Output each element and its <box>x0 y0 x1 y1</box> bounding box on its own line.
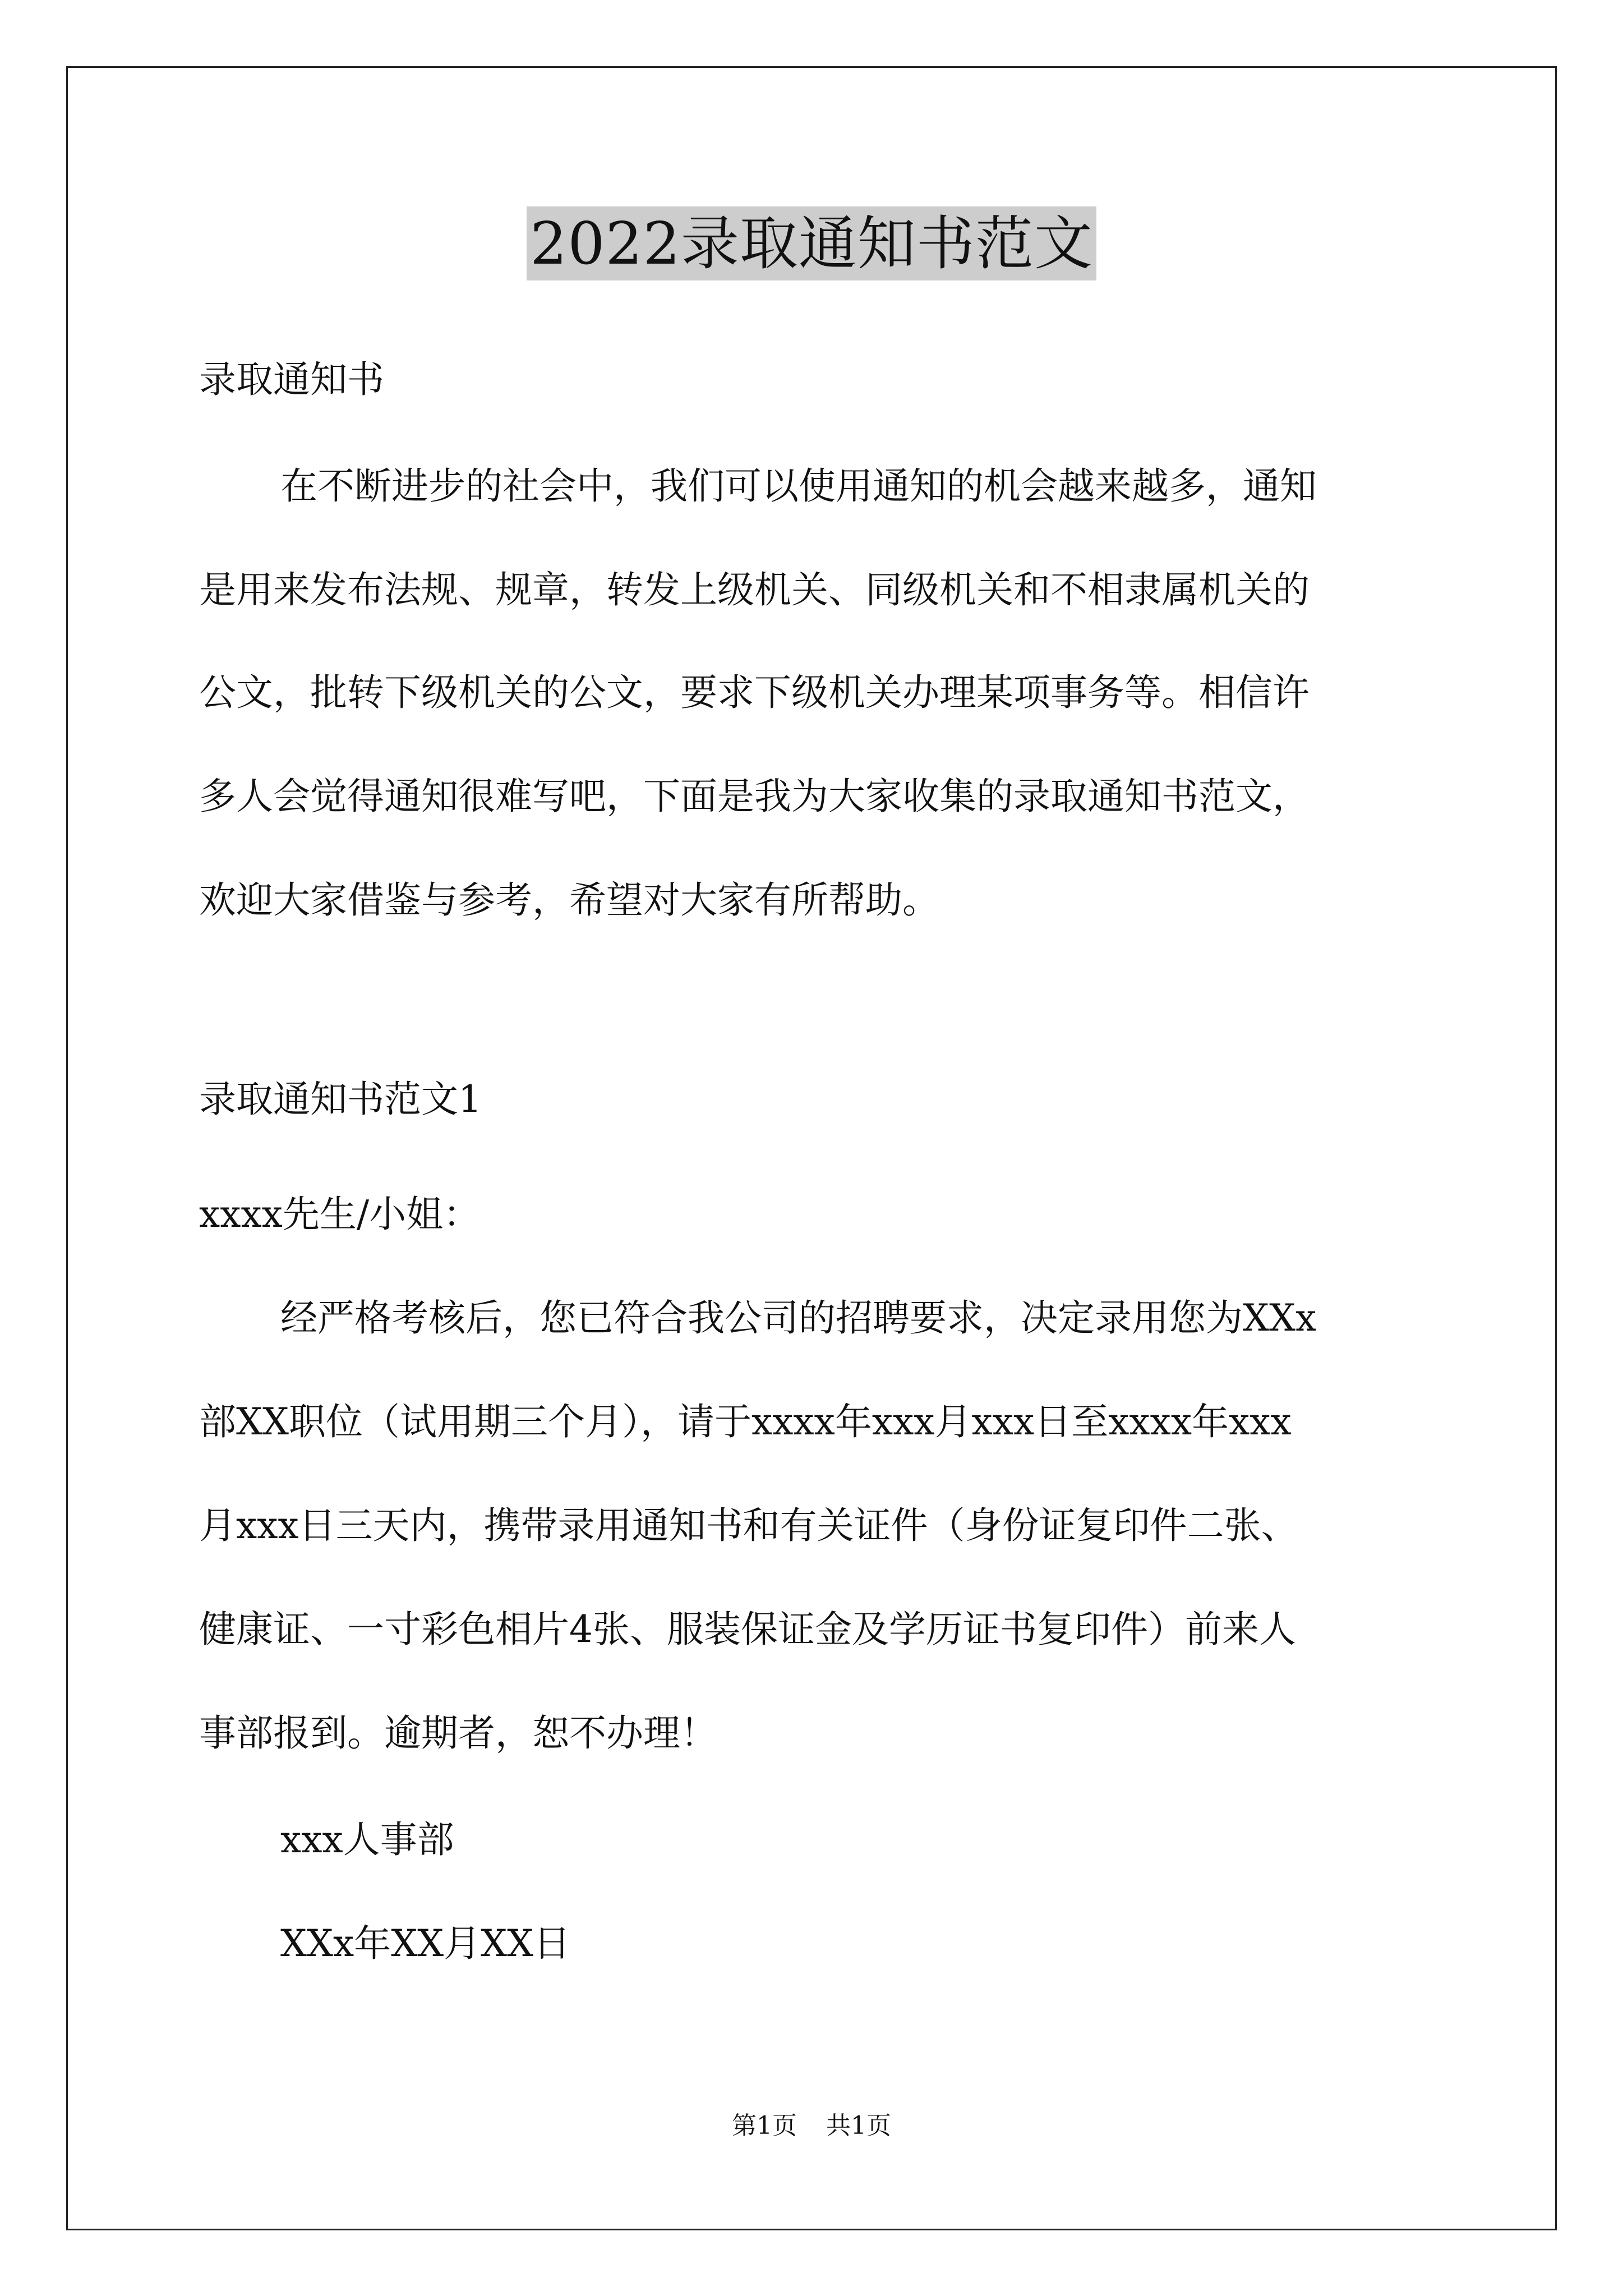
intro-line-5: 欢迎大家借鉴与参考，希望对大家有所帮助。 <box>199 878 939 922</box>
salutation: xxxx先生/小姐： <box>199 1193 481 1236</box>
section-heading: 录取通知书范文1 <box>199 1078 482 1121</box>
page-number-total: 共1页 <box>826 2111 891 2140</box>
intro-line-3: 公文，批转下级机关的公文，要求下级机关办理某项事务等。相信许 <box>199 671 1310 714</box>
intro-line-1: 在不断进步的社会中，我们可以使用通知的机会越来越多，通知 <box>280 464 1317 508</box>
signature: xxx人事部 <box>280 1818 454 1861</box>
body-line-2: 部XX职位（试用期三个月），请于xxxx年xxx月xxx日至xxxx年xxx <box>199 1400 1292 1443</box>
body-line-4: 健康证、一寸彩色相片4张、服装保证金及学历证书复印件）前来人 <box>199 1608 1296 1651</box>
intro-line-4: 多人会觉得通知很难写吧，下面是我为大家收集的录取通知书范文， <box>199 775 1310 818</box>
body-line-1: 经严格考核后，您已符合我公司的招聘要求，决定录用您为XXx <box>280 1296 1317 1340</box>
body-line-3: 月xxx日三天内，携带录用通知书和有关证件（身份证复印件二张、 <box>199 1504 1298 1547</box>
document-title: 2022录取通知书范文 <box>527 206 1096 280</box>
body-line-5: 事部报到。逾期者，恕不办理！ <box>199 1711 717 1755</box>
page-number-current: 第1页 <box>732 2111 797 2140</box>
intro-line-2: 是用来发布法规、规章，转发上级机关、同级机关和不相隶属机关的 <box>199 568 1310 611</box>
intro-heading: 录取通知书 <box>199 358 384 401</box>
signature-date: XXx年XX月XX日 <box>280 1922 571 1965</box>
page-footer <box>0 2109 1623 2143</box>
title-container <box>0 206 1623 280</box>
